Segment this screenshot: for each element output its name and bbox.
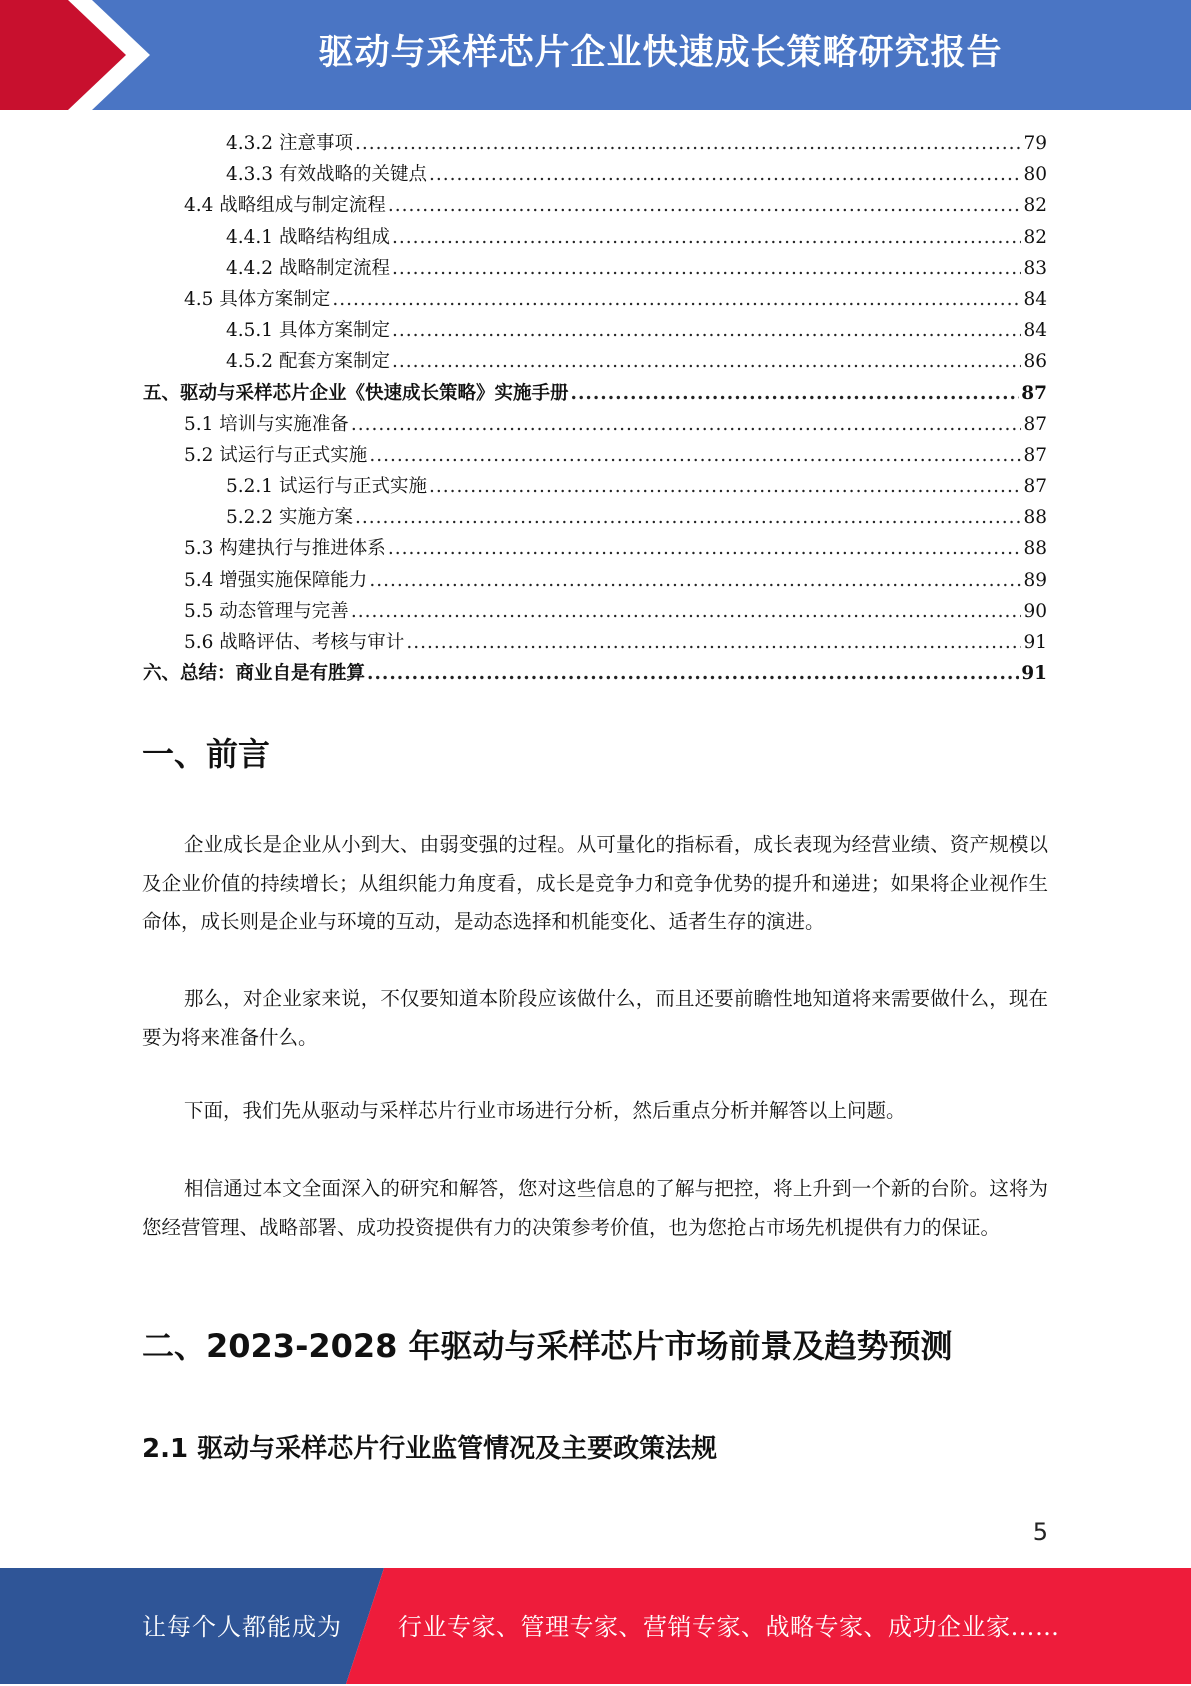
toc-entry-title: 5.2 试运行与正式实施 [184,444,368,466]
toc-entry-title: 5.1 培训与实施准备 [184,413,349,435]
paragraph-2: 那么，对企业家来说，不仅要知道本阶段应该做什么，而且还要前瞻性地知道将来需要做什么，现在要为将来准备什么。 [142,987,1048,1049]
footer-slogan-left: 让每个人都能成为 [142,1613,342,1641]
toc-entry-title: 4.4.1 战略结构组成 [226,226,390,248]
toc-entry-title: 5.5 动态管理与完善 [184,600,349,622]
toc-entry[interactable] [143,253,1047,284]
toc-entry[interactable] [143,222,1047,253]
toc-entry-page: 87 [1023,476,1047,498]
toc-entry-title: 4.3.3 有效战略的关键点 [226,164,427,186]
toc-dot-leader [351,596,1022,627]
toc-entry[interactable] [143,502,1047,533]
toc-entry[interactable] [143,128,1047,159]
header-banner [0,0,1191,110]
toc-entry-page: 91 [1023,632,1047,653]
table-of-contents [143,128,1047,689]
toc-dot-leader [367,658,1019,689]
toc-entry[interactable] [143,315,1047,346]
toc-dot-leader [392,253,1021,284]
toc-dot-leader [369,440,1021,471]
toc-entry-page: 79 [1023,133,1047,154]
toc-entry-page: 91 [1021,663,1047,685]
toc-entry-page: 82 [1023,195,1047,217]
toc-entry[interactable] [143,533,1047,564]
toc-entry[interactable] [143,378,1047,409]
paragraph-1: 企业成长是企业从小到大、由弱变强的过程。从可量化的指标看，成长表现为经营业绩、资产规模以及企业价值的持续增长；从组织能力角度看，成长是竞争力和竞争优势的提升和递进；如果将企业视作生命体，成长则是企业与环境的互动，是动态选择和机能变化、适者生存的演进。 [142,833,1048,933]
subsection-heading-regulation: 2.1 驱动与采样芯片行业监管情况及主要政策法规 [142,1434,718,1464]
toc-entry[interactable] [143,658,1047,689]
toc-dot-leader [351,409,1022,440]
header-arrow-icon [0,0,160,110]
section-heading-preface: 一、前言 [142,735,271,773]
toc-entry[interactable] [143,596,1047,627]
footer-banner [0,1568,1191,1684]
toc-entry[interactable] [143,190,1047,221]
toc-entry-page: 86 [1023,351,1047,373]
paragraph-3: 下面，我们先从驱动与采样芯片行业市场进行分析，然后重点分析并解答以上问题。 [184,1099,906,1122]
toc-entry-title: 5.4 增强实施保障能力 [184,569,368,591]
toc-entry-title: 4.5.1 具体方案制定 [226,320,390,342]
toc-entry-title: 4.4 战略组成与制定流程 [184,195,386,217]
page-number: 5 [1032,1518,1048,1546]
toc-entry-page: 87 [1023,413,1047,435]
toc-entry-title: 4.3.2 注意事项 [226,133,353,154]
toc-entry[interactable] [143,565,1047,596]
toc-entry-title: 5.6 战略评估、考核与审计 [184,632,405,653]
toc-dot-leader [392,222,1021,253]
toc-dot-leader [392,315,1021,346]
toc-entry-title: 5.3 构建执行与推进体系 [184,538,386,560]
toc-entry[interactable] [143,440,1047,471]
toc-dot-leader [388,533,1022,564]
toc-entry[interactable] [143,284,1047,315]
toc-dot-leader [571,378,1020,409]
toc-entry-page: 83 [1023,257,1047,279]
toc-dot-leader [332,284,1021,315]
toc-entry[interactable] [143,627,1047,658]
toc-entry-title: 五、驱动与采样芯片企业《快速成长策略》实施手册 [143,382,569,404]
toc-entry[interactable] [143,346,1047,377]
paragraph-4: 相信通过本文全面深入的研究和解答，您对这些信息的了解与把控，将上升到一个新的台阶。这将为您经营管理、战略部署、成功投资提供有力的决策参考价值，也为您抢占市场先机提供有力的保证。 [142,1177,1048,1239]
toc-entry-page: 84 [1023,288,1047,310]
toc-dot-leader [429,471,1021,502]
toc-entry-title: 4.5.2 配套方案制定 [226,351,390,373]
toc-dot-leader [406,627,1021,658]
header-title: 驱动与采样芯片企业快速成长策略研究报告 [318,33,1003,73]
toc-entry-title: 5.2.2 实施方案 [226,507,353,529]
section-heading-market-forecast: 二、2023-2028 年驱动与采样芯片市场前景及趋势预测 [142,1327,953,1365]
toc-entry-page: 87 [1023,444,1047,466]
toc-entry-page: 89 [1023,569,1047,591]
toc-entry-page: 84 [1023,320,1047,342]
toc-entry-title: 六、总结：商业自是有胜算 [143,663,366,685]
toc-dot-leader [388,190,1022,221]
toc-entry-page: 87 [1021,382,1047,404]
toc-entry[interactable] [143,409,1047,440]
toc-entry-page: 90 [1023,600,1047,622]
footer-slogan-right: 行业专家、管理专家、营销专家、战略专家、成功企业家…… [398,1613,1060,1641]
toc-dot-leader [355,502,1022,533]
toc-entry[interactable] [143,159,1047,190]
toc-dot-leader [392,346,1021,377]
toc-entry-title: 5.2.1 试运行与正式实施 [226,476,427,498]
toc-entry-page: 88 [1023,538,1047,560]
toc-dot-leader [355,128,1022,159]
toc-entry-page: 80 [1023,164,1047,186]
toc-entry-title: 4.5 具体方案制定 [184,288,331,310]
toc-entry-page: 88 [1023,507,1047,529]
toc-entry[interactable] [143,471,1047,502]
toc-entry-page: 82 [1023,226,1047,248]
toc-entry-title: 4.4.2 战略制定流程 [226,257,390,279]
toc-dot-leader [429,159,1021,190]
toc-dot-leader [369,565,1021,596]
